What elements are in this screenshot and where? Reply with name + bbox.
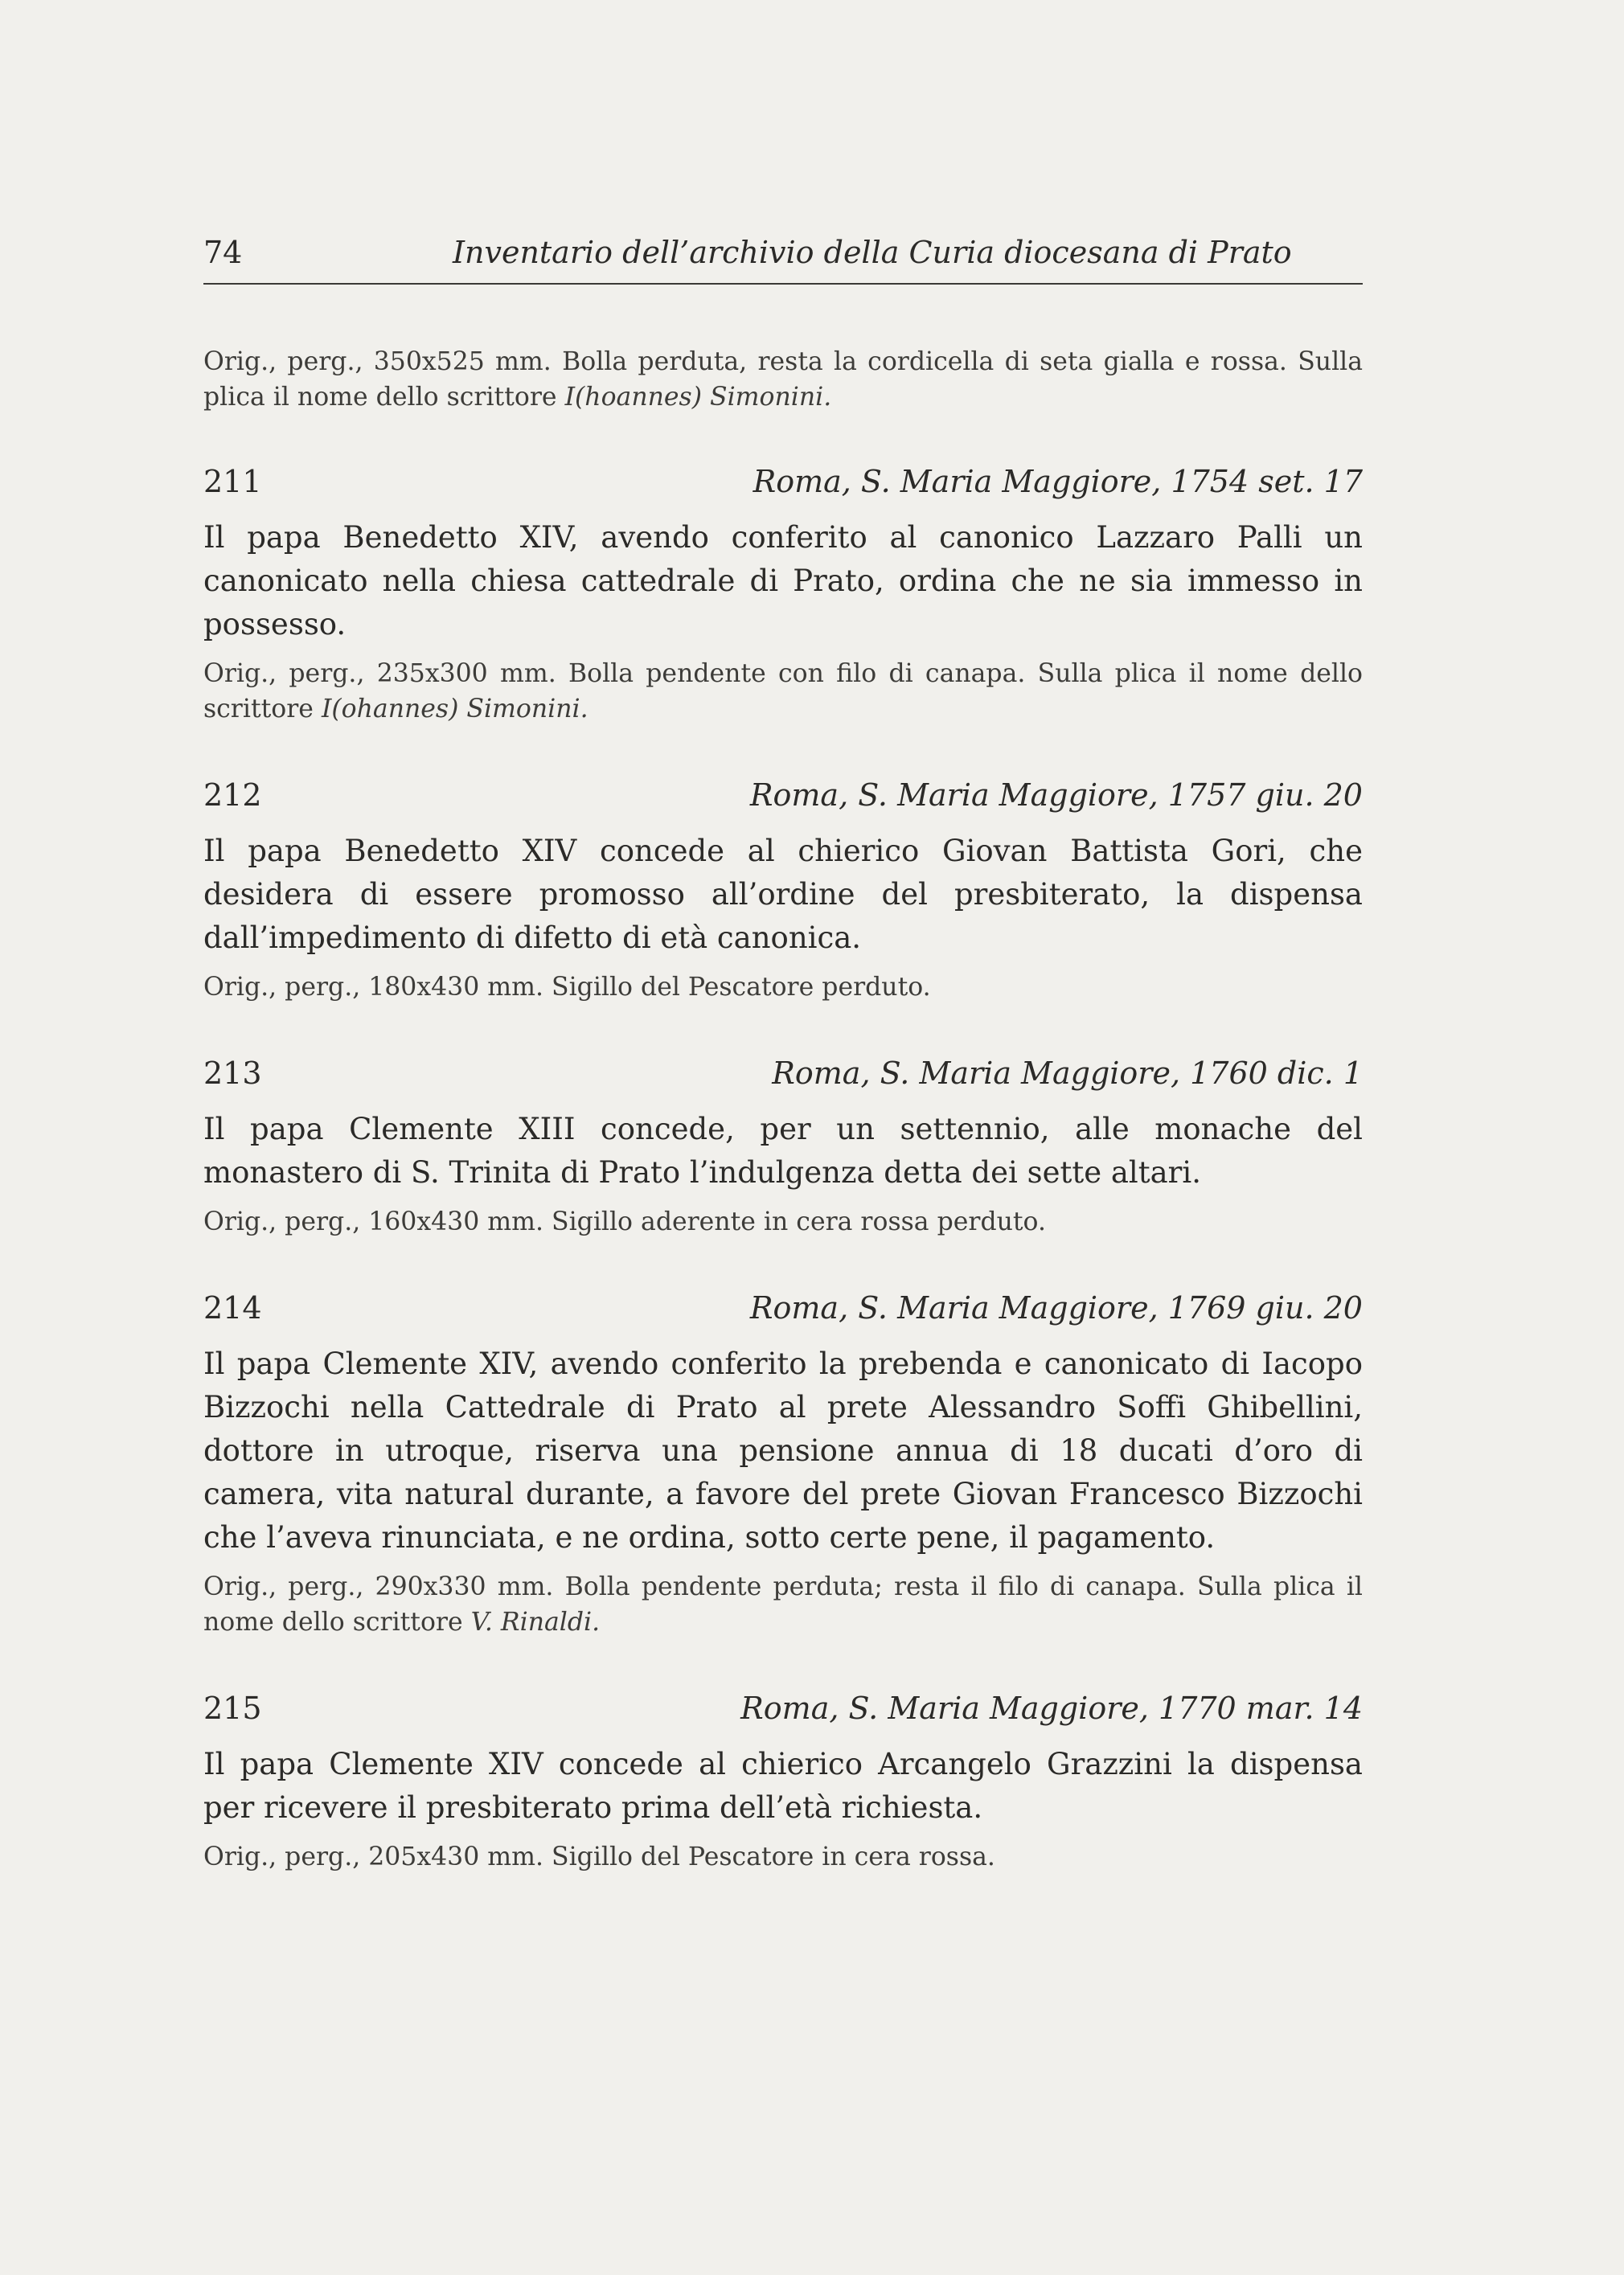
entry-heading: [203, 775, 1363, 815]
entry-note: Orig., perg., 205x430 mm. Sigillo del Pescatore in cera rossa.: [203, 1843, 995, 1871]
entry-note: Orig., perg., 160x430 mm. Sigillo aderente in cera rossa perduto.: [203, 1207, 1046, 1236]
entry-211: [203, 461, 1363, 727]
entry-summary: Il papa Clemente XIV, avendo conferito la prebenda e canonicato di Iacopo Bizzochi nella Cattedrale di Prato al prete Alessandro Soffi Ghibellini, dottore in utroque, riserva una pensione annua di 18 ducati d’oro di camera, vita natural durante, a favore del prete Giovan Francesco Bizzochi che l’aveva rinunciata, e ne ordina, sotto certe pene, il pagamento.: [203, 1347, 1363, 1555]
entry-number: 214: [203, 1290, 262, 1326]
top-note-scribe: I(hoannes) Simonini.: [564, 383, 832, 412]
entry-dateline: Roma, S. Maria Maggiore, 1769 giu. 20: [749, 1290, 1363, 1326]
entry-summary: Il papa Clemente XIII concede, per un settennio, alle monache del monastero di S. Trinita di Prato l’indulgenza detta dei sette altari.: [203, 1112, 1363, 1190]
entry-note-scribe: V. Rinaldi.: [470, 1608, 601, 1637]
entry-note: [203, 656, 1363, 727]
entry-number: 212: [203, 777, 262, 813]
entry-dateline: Roma, S. Maria Maggiore, 1757 giu. 20: [749, 777, 1363, 813]
top-note-text: Orig., perg., 350x525 mm. Bolla perduta, resta la cordicella di seta gialla e rossa. Sulla plica il nome dello scrittore: [203, 347, 1363, 412]
entry-summary: Il papa Benedetto XIV concede al chierico Giovan Battista Gori, che desidera di essere promosso all’ordine del presbiterato, la dispensa dall’impedimento di difetto di età canonica.: [203, 834, 1363, 955]
entry-summary: Il papa Clemente XIV concede al chierico Arcangelo Grazzini la dispensa per ricevere il presbiterato prima dell’età richiesta.: [203, 1747, 1363, 1825]
entry-number: 215: [203, 1691, 262, 1726]
entry-note: [203, 1569, 1363, 1640]
entry-number: 213: [203, 1056, 262, 1091]
entry-dateline: Roma, S. Maria Maggiore, 1760 dic. 1: [772, 1056, 1363, 1091]
entry-213: [203, 1053, 1363, 1240]
page-content: [203, 344, 1363, 1875]
top-note: [203, 344, 1363, 415]
entry-214: [203, 1288, 1363, 1640]
running-title: Inventario dell’archivio della Curia diocesana di Prato: [453, 235, 1292, 270]
entry-212: [203, 775, 1363, 1005]
entry-heading: [203, 1288, 1363, 1328]
entry-dateline: Roma, S. Maria Maggiore, 1770 mar. 14: [740, 1691, 1363, 1726]
entry-215: [203, 1688, 1363, 1875]
entry-number: 211: [203, 464, 262, 499]
page-number: 74: [203, 235, 243, 270]
entry-note-text: Orig., perg., 290x330 mm. Bolla pendente perduta; resta il filo di canapa. Sulla plica il nome dello scrittore: [203, 1572, 1363, 1637]
entry-heading: [203, 1053, 1363, 1093]
entry-summary: Il papa Benedetto XIV, avendo conferito al canonico Lazzaro Palli un canonicato nella chiesa cattedrale di Prato, ordina che ne sia immesso in possesso.: [203, 520, 1363, 642]
entry-heading: [203, 1688, 1363, 1728]
entry-dateline: Roma, S. Maria Maggiore, 1754 set. 17: [753, 464, 1363, 499]
entry-note-text: Orig., perg., 235x300 mm. Bolla pendente con filo di canapa. Sulla plica il nome dello scrittore: [203, 659, 1363, 723]
page-header: [203, 235, 1363, 285]
entry-note: Orig., perg., 180x430 mm. Sigillo del Pescatore perduto.: [203, 973, 931, 1002]
entry-note-scribe: I(ohannes) Simonini.: [321, 695, 588, 723]
entry-heading: [203, 461, 1363, 502]
